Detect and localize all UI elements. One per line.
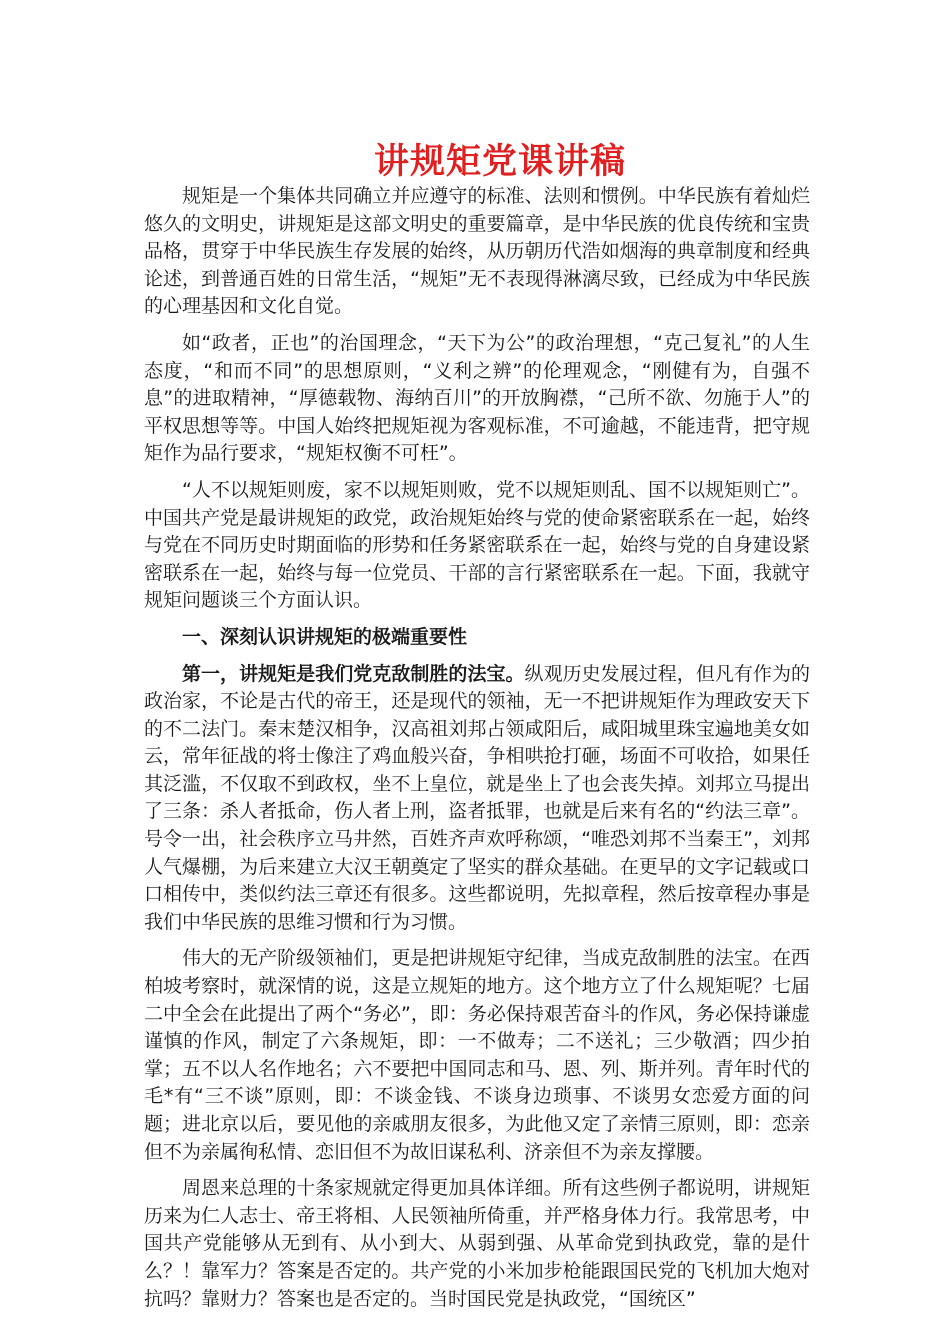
paragraph-intro: 规矩是一个集体共同确立并应遵守的标准、法则和惯例。中华民族有着灿烂悠久的文明史，讲规矩是这部文明史的重要篇章，是中华民族的优良传统和宝贵品格，贯穿于中华民族生存发展的始终，从历朝历代浩如烟海的典章制度和经典论述，到普通百姓的日常生活，“规矩”无不表现得淋漓尽致，已经成为中华民族的心理基因和文化自觉。 <box>144 185 810 318</box>
paragraph-first-point <box>144 661 810 937</box>
section-heading-1: 一、深刻认识讲规矩的极端重要性 <box>182 625 468 648</box>
document-body <box>144 183 810 1322</box>
paragraph-lead-text: 第一，讲规矩是我们党克敌制胜的法宝。 <box>182 662 525 685</box>
document-title: 讲规矩党课讲稿 <box>373 141 626 182</box>
paragraph-first-point-text: 纵观历史发展过程，但凡有作为的政治家，不论是古代的帝王，还是现代的领袖，无一不把讲规矩作为理政安天下的不二法门。秦末楚汉相争，汉高祖刘邦占领咸阳后，咸阳城里珠宝遍地美女如云，常年征战的将士像注了鸡血般兴奋，争相哄抢打砸，场面不可收拾，如果任其泛滥，不仅取不到政权，坐不上皇位，就是坐上了也会丧失掉。刘邦立马提出了三条：杀人者抵命，伤人者上刑，盗者抵罪，也就是后来有名的“约法三章”。号令一出，社会秩序立马井然，百姓齐声欢呼称颂，“唯恐刘邦不当秦王”，刘邦人气爆棚，为后来建立大汉王朝奠定了坚实的群众基础。在更早的文字记载或口口相传中，类似约法三章还有很多。这些都说明，先拟章程，然后按章程办事是我们中华民族的思维习惯和行为习惯。 <box>144 662 810 933</box>
paragraph-examples: 如“政者，正也”的治国理念，“天下为公”的政治理想，“克己复礼”的人生态度，“和而不同”的思想原则，“义利之辨”的伦理观念，“刚健有为，自强不息”的进取精神，“厚德载物、海纳百川”的开放胸襟，“己所不欲、勿施于人”的平权思想等等。中国人始终把规矩视为客观标准，不可逾越，不能违背，把守规矩作为品行要求，“规矩权衡不可枉”。 <box>144 331 810 465</box>
paragraph-party-rules: “人不以规矩则废，家不以规矩则败，党不以规矩则乱、国不以规矩则亡”。中国共产党是最讲规矩的政党，政治规矩始终与党的使命紧密联系在一起，始终与党在不同历史时期面临的形势和任务紧密联系在一起，始终与党的自身建设紧密联系在一起，始终与每一位党员、干部的言行紧密联系在一起。下面，我就守规矩问题谈三个方面认识。 <box>144 478 810 612</box>
paragraph-leaders: 伟大的无产阶级领袖们，更是把讲规矩守纪律，当成克敌制胜的法宝。在西柏坡考察时，就深情的说，这是立规矩的地方。这个地方立了什么规矩呢？七届二中全会在此提出了两个“务必”，即：务必保持艰苦奋斗的作风，务必保持谦虚谨慎的作风，制定了六条规矩，即：一不做寿；二不送礼；三少敬酒；四少拍掌；五不以人名作地名；六不要把中国同志和马、恩、列、斯并列。青年时代的毛*有“三不谈”原则，即：不谈金钱、不谈身边琐事、不谈男女恋爱方面的问题；进北京以后，要见他的亲戚朋友很多，为此他又定了亲情三原则，即：恋亲但不为亲属徇私情、恋旧但不为故旧谋私利、济亲但不为亲友撑腰。 <box>144 947 810 1163</box>
paragraph-zhou-enlai: 周恩来总理的十条家规就定得更加具体详细。所有这些例子都说明，讲规矩历来为仁人志士、帝王将相、人民领袖所倚重，并严格身体力行。我常思考，中国共产党能够从无到有、从小到大、从弱到强、从革命党到执政党，靠的是什么？！靠军力？答案是否定的。共产党的小米加步枪能跟国民党的飞机加大炮对抗吗？靠财力？答案也是否定的。当时国民党是执政党，“国统区” <box>144 1177 810 1310</box>
